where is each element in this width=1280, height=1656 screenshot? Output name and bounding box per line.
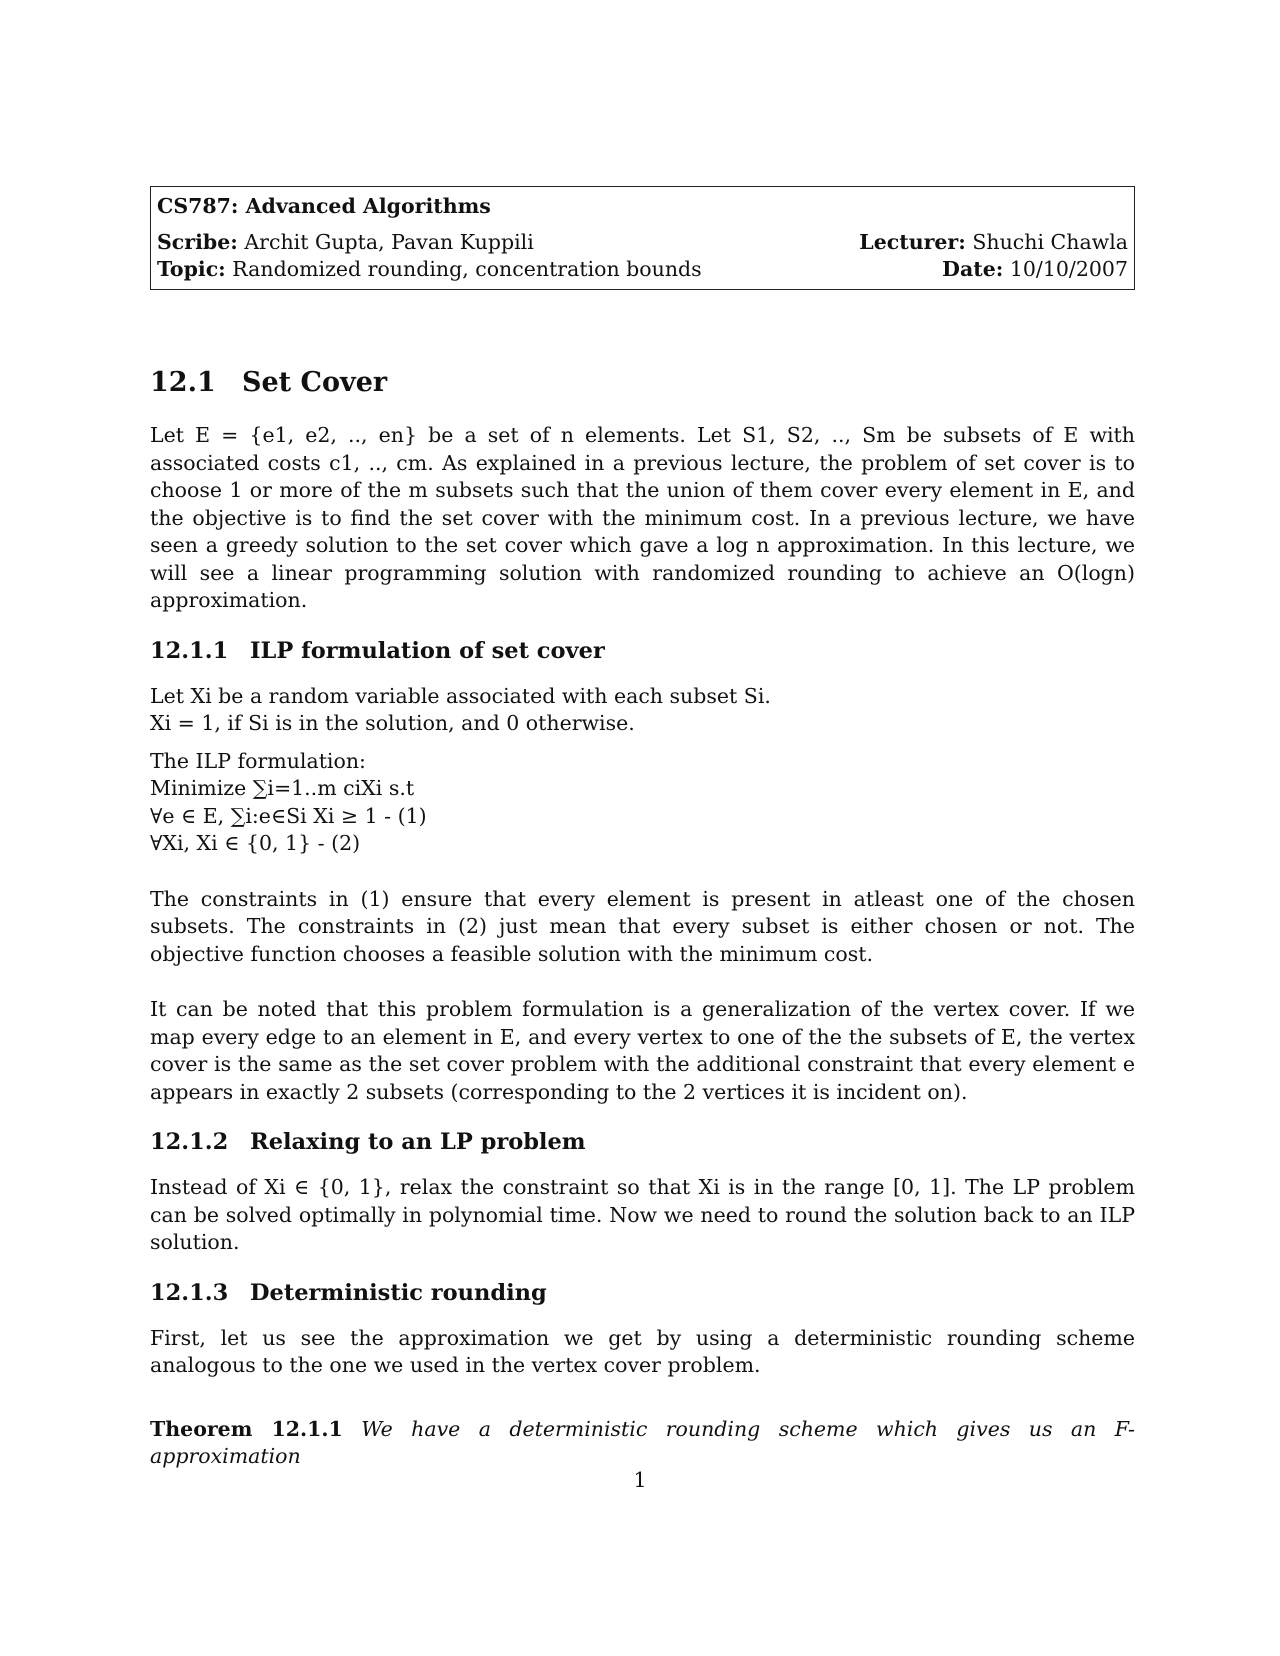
- theorem-block: [150, 1416, 1135, 1470]
- subsection-title: Relaxing to an LP problem: [250, 1129, 586, 1155]
- lecture-header-box: [150, 186, 1135, 290]
- ilp-formulation: [150, 748, 1135, 858]
- scribe-value: Archit Gupta, Pavan Kuppili: [244, 230, 534, 254]
- subsection-title: ILP formulation of set cover: [250, 637, 605, 664]
- date-value: 10/10/2007: [1009, 257, 1128, 281]
- scribe-field: [157, 229, 534, 256]
- course-title: CS787: Advanced Algorithms: [157, 194, 491, 218]
- topic-label: Topic:: [157, 257, 226, 281]
- section-number: 12.1: [150, 367, 216, 398]
- date-field: [942, 256, 1128, 283]
- ilp-objective: Minimize ∑i=1..m ciXi s.t: [150, 776, 415, 800]
- ilp-constraint: ∀Xi, Xi ∈ {0, 1} - (2): [150, 831, 361, 855]
- document-page: [150, 186, 1135, 1470]
- subsection-title: Deterministic rounding: [250, 1279, 547, 1306]
- definition-line: Xi = 1, if Si is in the solution, and 0 otherwise.: [150, 711, 635, 735]
- date-label: Date:: [942, 257, 1004, 281]
- definition-line: Let Xi be a random variable associated with each subset Si.: [150, 683, 771, 708]
- ilp-constraint: ∀e ∈ E, ∑i:e∈Si Xi ≥ 1 - (1): [150, 803, 427, 828]
- lp-relaxation-paragraph: Instead of Xi ∈ {0, 1}, relax the constraint so that Xi is in the range [0, 1]. The LP problem can be solved optimally in polynomial time. Now we need to round the solution back to an ILP solution.: [150, 1175, 1135, 1254]
- subsection-heading-rounding: [150, 1279, 1135, 1307]
- ilp-definition: [150, 683, 1135, 738]
- section-intro-paragraph: Let E = {e1, e2, .., en} be a set of n elements. Let S1, S2, .., Sm be subsets of E with associated costs c1, .., cm. As explained in a previous lecture, the problem of set cover is to choose 1 or more of the m subsets such that the union of them cover every element in E, and the objective is to find the set cover with the minimum cost. In a previous lecture, we have seen a greedy solution to the set cover which gave a log n approximation. In this lecture, we will see a linear programming solution with randomized rounding to achieve an O(logn) approximation.: [150, 423, 1135, 612]
- rounding-paragraph: First, let us see the approximation we get by using a deterministic rounding scheme analogous to the one we used in the vertex cover problem.: [150, 1325, 1135, 1377]
- page-number: 1: [633, 1468, 647, 1492]
- topic-value: Randomized rounding, concentration bounds: [232, 257, 702, 281]
- constraints-paragraph: The constraints in (1) ensure that every element is present in atleast one of the chosen subsets. The constraints in (2) just mean that every subset is either chosen or not. The objective function chooses a feasible solution with the minimum cost.: [150, 886, 1135, 966]
- lecturer-label: Lecturer:: [859, 230, 966, 254]
- ilp-heading: The ILP formulation:: [150, 748, 366, 773]
- subsection-heading-lp: [150, 1128, 1135, 1156]
- subsection-number: 12.1.1: [150, 637, 229, 664]
- section-heading: [150, 368, 1135, 398]
- vertex-cover-paragraph: It can be noted that this problem formulation is a generalization of the vertex cover. If we map every edge to an element in E, and every vertex to one of the the subsets of E, the vertex cover is the same as the set cover problem with the additional constraint that every element e appears in exactly 2 subsets (corresponding to the 2 vertices it is incident on).: [150, 997, 1135, 1104]
- scribe-label: Scribe:: [157, 230, 238, 254]
- theorem-label: Theorem 12.1.1: [150, 1416, 343, 1441]
- topic-field: [157, 256, 702, 283]
- header-row-scribe: [157, 229, 1128, 256]
- section-title: Set Cover: [242, 367, 388, 398]
- subsection-heading-ilp: [150, 637, 1135, 665]
- header-row-topic: [157, 256, 1128, 283]
- lecturer-field: [859, 229, 1128, 256]
- lecturer-value: Shuchi Chawla: [972, 230, 1128, 254]
- subsection-number: 12.1.3: [150, 1279, 229, 1306]
- subsection-number: 12.1.2: [150, 1129, 229, 1155]
- theorem-statement: We have a deterministic rounding scheme which gives us an F-approximation: [150, 1416, 1135, 1468]
